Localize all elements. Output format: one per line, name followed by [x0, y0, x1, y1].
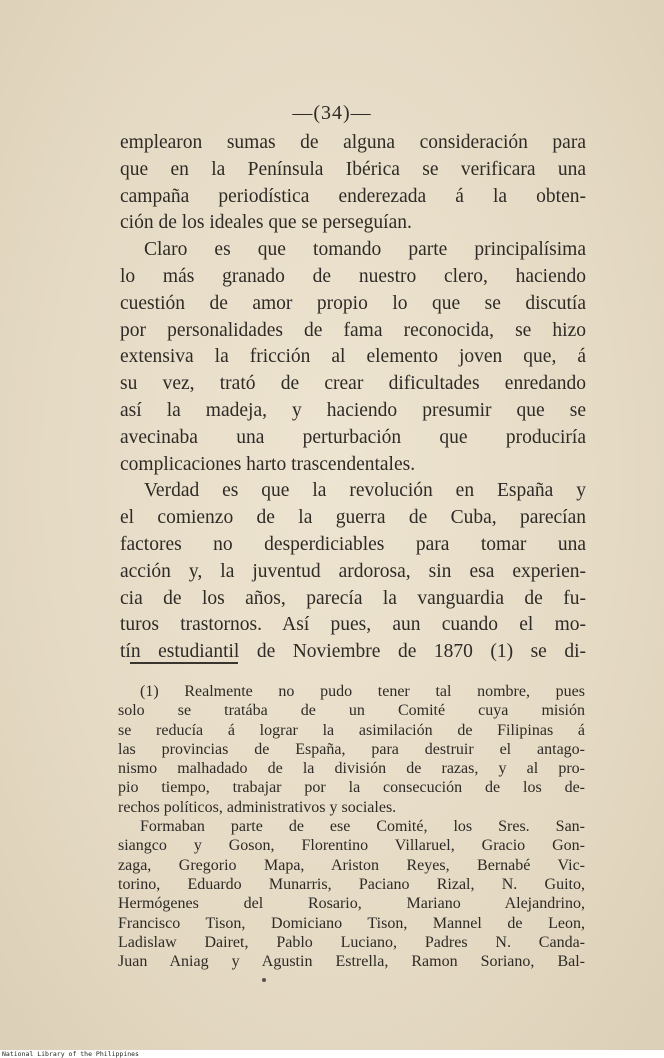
body-line: acción y, la juventud ardorosa, sin esa experien-	[120, 560, 586, 582]
body-text	[120, 130, 586, 666]
footnote-line: (1) Realmente no pudo tener tal nombre, pues	[140, 683, 585, 700]
page-number: —(34)—	[292, 102, 372, 124]
footnote-line: nismo malhadado de la división de razas, y al pro-	[118, 760, 585, 778]
footnote-line: las provincias de España, para destruir el antago-	[118, 740, 585, 758]
footnote-line: zaga, Gregorio Mapa, Ariston Reyes, Bernabé Vic-	[118, 856, 585, 874]
body-line: el comienzo de la guerra de Cuba, parecían	[120, 507, 586, 529]
footnote-line: torino, Eduardo Munarris, Paciano Rizal, N. Guito,	[118, 875, 585, 893]
footnote-line: siangco y Goson, Florentino Villaruel, Gracio Gon-	[118, 837, 585, 855]
footnote-divider	[130, 662, 238, 664]
body-line: cia de los años, parecía la vanguardia de fu-	[120, 587, 586, 609]
footnote	[118, 682, 585, 971]
footnote-line: se reducía á lograr la asimilación de Filipinas á	[118, 721, 585, 739]
footnote-line: Ladislaw Dairet, Pablo Luciano, Padres N. Canda-	[118, 933, 585, 951]
body-line: factores no desperdiciables para tomar una	[120, 533, 586, 555]
body-line: así la madeja, y haciendo presumir que se	[120, 399, 586, 421]
body-line: por personalidades de fama reconocida, se hizo	[120, 319, 586, 341]
body-line: que en la Península Ibérica se verificara una	[120, 158, 586, 180]
body-line: emplearon sumas de alguna consideración para	[120, 132, 586, 153]
body-line: ción de los ideales que se perseguían.	[120, 212, 412, 234]
body-line: campaña periodística enderezada á la obten-	[120, 185, 586, 207]
footnote-line: Juan Aniag y Agustin Estrella, Ramon Soriano, Bal-	[118, 953, 585, 971]
library-watermark: National Library of the Philippines	[0, 1050, 664, 1058]
body-line: lo más granado de nuestro clero, haciendo	[120, 265, 586, 287]
body-line: su vez, trató de crear dificultades enredando	[120, 373, 586, 395]
body-line: cuestión de amor propio lo que se discutía	[120, 292, 586, 314]
body-line: avecinaba una perturbación que produciría	[120, 426, 586, 448]
body-line: turos trastornos. Así pues, aun cuando el mo-	[120, 614, 586, 636]
footnote-line: Francisco Tison, Domiciano Tison, Mannel de Leon,	[118, 914, 585, 932]
ink-speck	[262, 978, 266, 982]
body-line: tín estudiantil de Noviembre de 1870 (1) se di-	[120, 641, 586, 663]
body-line: Verdad es que la revolución en España y	[144, 480, 586, 502]
footnote-line: Formaban parte de ese Comité, los Sres. San-	[140, 818, 585, 836]
footnote-line: solo se tratába de un Comité cuya misión	[118, 702, 585, 720]
footnote-line: pio tiempo, trabajar por la consecución de los de-	[118, 779, 585, 797]
footnote-line: Hermógenes del Rosario, Mariano Alejandrino,	[118, 895, 585, 913]
body-line: Claro es que tomando parte principalísima	[144, 239, 586, 261]
footnote-line: rechos políticos, administrativos y sociales.	[118, 798, 397, 816]
body-line: extensiva la fricción al elemento joven que, á	[120, 346, 586, 368]
body-line: complicaciones harto trascendentales.	[120, 453, 416, 475]
